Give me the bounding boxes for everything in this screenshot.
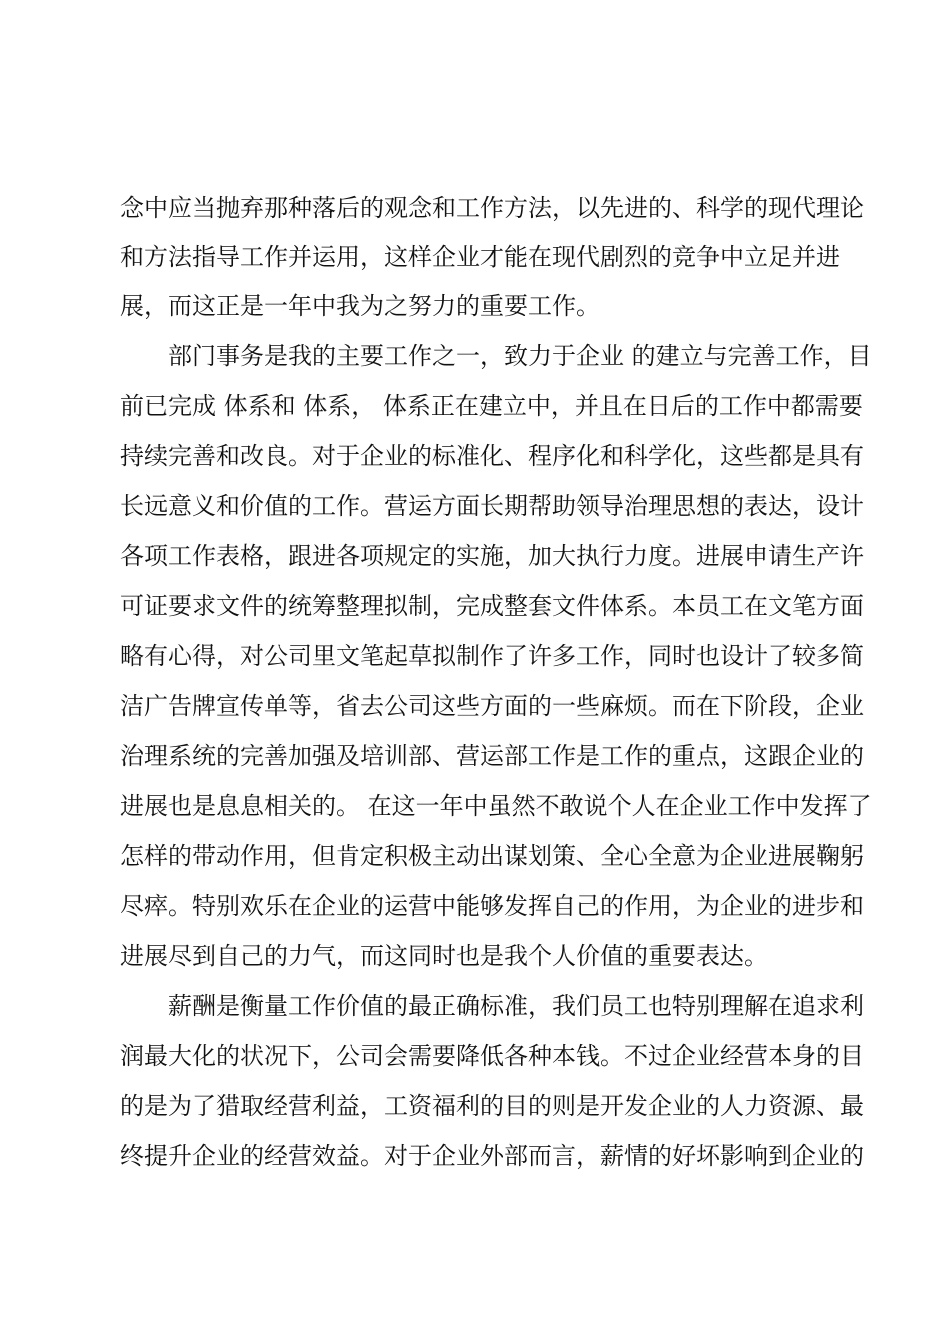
- text-line-4: 部门事务是我的主要工作之一，致力于企业 的建立与完善工作，目: [168, 342, 872, 370]
- text-line-8: 各项工作表格，跟进各项规定的实施，加大执行力度。进展申请生产许: [120, 542, 864, 570]
- text-line-6: 持续完善和改良。对于企业的标准化、程序化和科学化，这些都是具有: [120, 442, 864, 470]
- text-line-15: 尽瘁。特别欢乐在企业的运营中能够发挥自己的作用，为企业的进步和: [120, 892, 864, 920]
- text-line-7: 长远意义和价值的工作。营运方面长期帮助领导治理思想的表达，设计: [120, 492, 864, 520]
- text-line-5: 前已完成 体系和 体系， 体系正在建立中，并且在日后的工作中都需要: [120, 392, 863, 420]
- text-line-2: 和方法指导工作并运用，这样企业才能在现代剧烈的竞争中立足并进: [120, 243, 840, 271]
- text-line-13: 进展也是息息相关的。 在这一年中虽然不敢说个人在企业工作中发挥了: [120, 792, 872, 820]
- text-line-18: 润最大化的状况下，公司会需要降低各种本钱。不过企业经营本身的目: [120, 1042, 864, 1070]
- text-line-17: 薪酬是衡量工作价值的最正确标准，我们员工也特别理解在追求利: [168, 992, 864, 1020]
- text-line-16: 进展尽到自己的力气，而这同时也是我个人价值的重要表达。: [120, 942, 768, 970]
- text-line-10: 略有心得，对公司里文笔起草拟制作了许多工作，同时也设计了较多简: [120, 642, 864, 670]
- text-line-14: 怎样的带动作用，但肯定积极主动出谋划策、全心全意为企业进展鞠躬: [120, 842, 864, 870]
- text-line-12: 治理系统的完善加强及培训部、营运部工作是工作的重点，这跟企业的: [120, 742, 864, 770]
- text-line-19: 的是为了猎取经营利益，工资福利的目的则是开发企业的人力资源、最: [120, 1092, 864, 1120]
- text-line-11: 洁广告牌宣传单等，省去公司这些方面的一些麻烦。而在下阶段，企业: [120, 692, 864, 720]
- text-line-9: 可证要求文件的统筹整理拟制，完成整套文件体系。本员工在文笔方面: [120, 592, 864, 620]
- text-line-20: 终提升企业的经营效益。对于企业外部而言，薪情的好坏影响到企业的: [120, 1142, 864, 1170]
- text-line-3: 展，而这正是一年中我为之努力的重要工作。: [120, 292, 600, 320]
- text-line-1: 念中应当抛弃那种落后的观念和工作方法，以先进的、科学的现代理论: [120, 194, 864, 222]
